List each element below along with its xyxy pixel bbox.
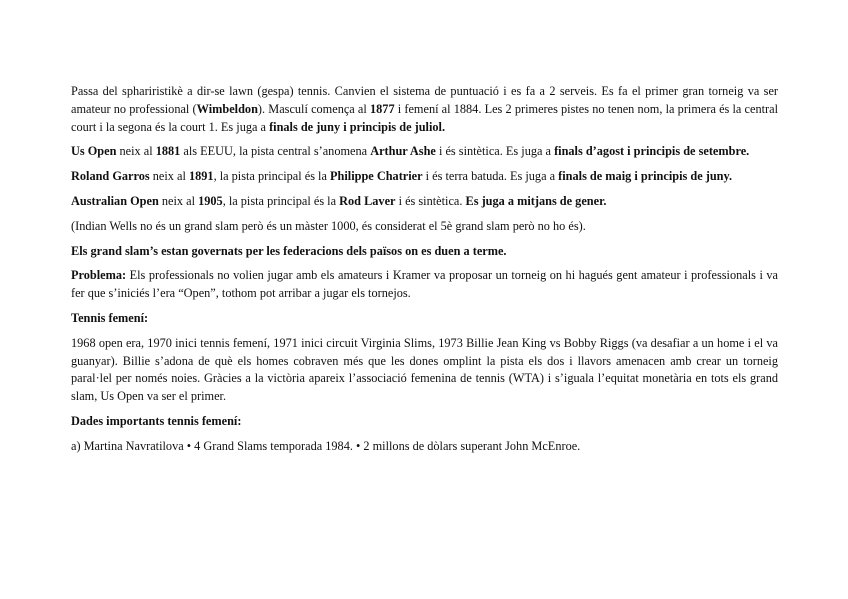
paragraph-indian-wells: (Indian Wells no és un grand slam però és un màster 1000, és considerat el 5è grand slam però no ho és).	[71, 218, 586, 233]
bold-text: Philippe Chatrier	[330, 169, 423, 184]
bold-text: Us Open	[71, 144, 117, 159]
text: Passa del sphariristikè a dir-se lawn (gespa) tennis. Canvien el sistema de puntuació i es fa a 2 serveis. Es fa el primer gran torneig va ser amateur no professional (	[71, 84, 778, 116]
paragraph-wimbledon	[71, 83, 778, 136]
bold-text: Rod Laver	[339, 193, 396, 208]
bold-text: finals d’agost i principis de setembre.	[554, 144, 750, 159]
bold-text: 1881	[155, 144, 181, 159]
paragraph-governance	[71, 243, 778, 261]
text: , la pista principal és la	[213, 169, 331, 184]
bold-text: finals de juny i principis de juliol.	[269, 119, 446, 134]
bold-text: Roland Garros	[71, 169, 150, 184]
document-body	[71, 83, 778, 463]
bold-text: 1877	[370, 101, 395, 116]
heading-tennis-femeni	[71, 310, 778, 328]
bold-text: 1891	[188, 169, 214, 184]
paragraph-problema	[71, 267, 778, 303]
heading-dades-importants	[71, 413, 778, 431]
bold-text: Wimbeldon	[196, 101, 258, 116]
text: i és sintètica. Es juga a	[435, 144, 555, 159]
paragraph-roland-garros	[71, 168, 778, 186]
text: neix al	[149, 169, 189, 184]
text: neix al	[116, 144, 156, 159]
text: Els professionals no volien jugar amb els amateurs i Kramer va proposar un torneig on hi hagués gent amateur i professionals i va fer que s’iniciés l’era “Open”, tothom pot arribar a jugar els tornejos.	[71, 268, 778, 301]
bold-text: 1905	[198, 193, 223, 208]
paragraph-australian-open	[71, 193, 778, 211]
bold-text: finals de maig i principis de juny.	[558, 169, 733, 184]
paragraph-tennis-femeni: 1968 open era, 1970 inici tennis femení, 1971 inici circuit Virginia Slims, 1973 Billie Jean King vs Bobby Riggs (va desafiar a un home i el va guanyar). Billie s’adona de què els homes cobraven més que les dones omplint la pista els dos i llavors amenacen amb crear un torneig paral·lel per només noies. Gràcies a la victòria apareix l’associació femenina de tennis (WTA) i s’iguala l’equitat monetària en tots els grand slam, Us Open va ser el primer.	[71, 335, 778, 404]
bold-text: Tennis femení:	[71, 310, 149, 325]
paragraph-us-open	[71, 143, 778, 161]
paragraph-navratilova: a) Martina Navratilova • 4 Grand Slams temporada 1984. • 2 millons de dòlars superant John McEnroe.	[71, 438, 581, 453]
text: i és terra batuda. Es juga a	[422, 169, 559, 184]
bold-text: Es juga a mitjans de gener.	[465, 193, 607, 208]
text: neix al	[158, 193, 199, 208]
bold-text: Australian Open	[71, 193, 159, 208]
bold-text: Els grand slam’s estan governats per les federacions dels països on es duen a terme.	[71, 243, 507, 258]
text: als EEUU, la pista central s’anomena	[180, 144, 371, 159]
text: , la pista principal és la	[222, 193, 340, 208]
text: i és sintètica.	[395, 193, 466, 208]
text: i femení al 1884. Les 2 primeres pistes no tenen nom, la primera és la central court i la segona és la court 1. Es juga a	[71, 101, 779, 134]
bold-text: Arthur Ashe	[370, 144, 436, 159]
text: ). Masculí comença al	[257, 101, 370, 116]
bold-text: Problema:	[71, 268, 127, 283]
bold-text: Dades importants tennis femení:	[71, 413, 242, 428]
